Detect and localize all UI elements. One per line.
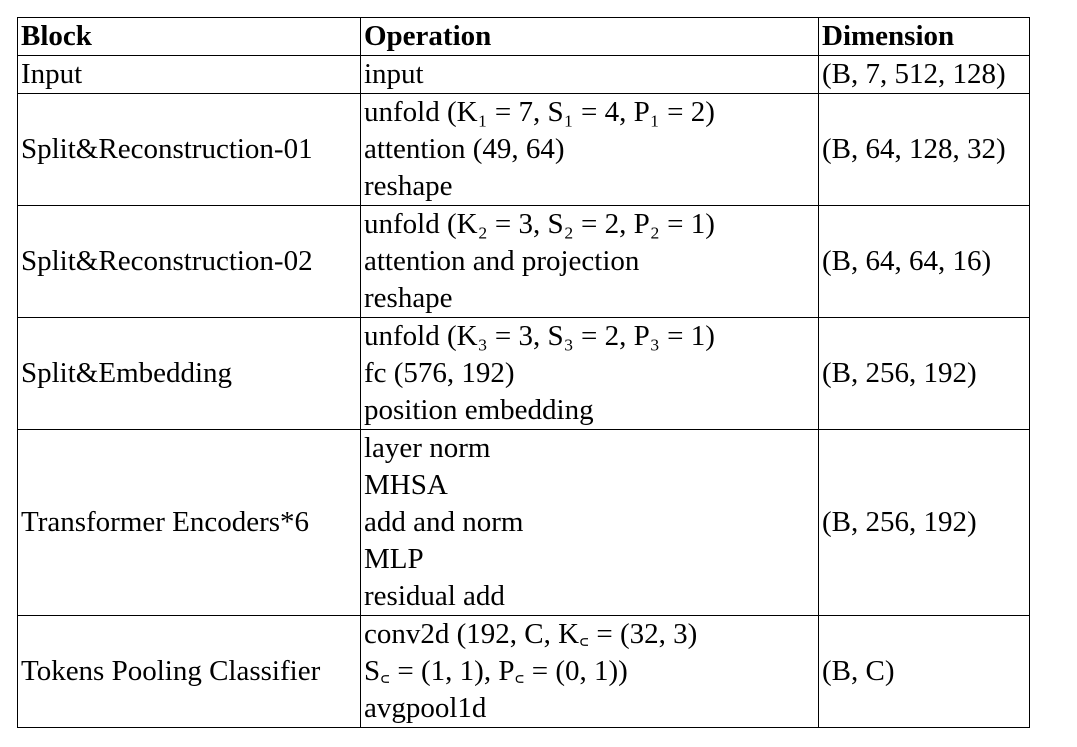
header-operation: Operation xyxy=(361,18,819,56)
cell-operation xyxy=(361,430,819,616)
architecture-table xyxy=(17,17,1030,728)
operation-line: reshape xyxy=(364,170,453,202)
operation-line: add and norm xyxy=(364,506,524,538)
operation-line: unfold (K₂ = 3, S₂ = 2, P₂ = 1) xyxy=(364,208,715,240)
table-row-transformer-encoders xyxy=(18,430,1030,616)
cell-operation xyxy=(361,616,819,728)
table-row-split-reconstruction-01 xyxy=(18,94,1030,206)
table-row-tokens-pooling-classifier xyxy=(18,616,1030,728)
cell-block: Transformer Encoders*6 xyxy=(18,430,361,616)
cell-dimension: (B, C) xyxy=(819,616,1030,728)
operation-line: avgpool1d xyxy=(364,692,487,724)
cell-operation xyxy=(361,56,819,94)
operation-line: MLP xyxy=(364,543,424,575)
cell-block: Split&Reconstruction-01 xyxy=(18,94,361,206)
operation-line: position embedding xyxy=(364,394,594,426)
cell-operation xyxy=(361,206,819,318)
cell-block: Split&Reconstruction-02 xyxy=(18,206,361,318)
cell-dimension: (B, 64, 128, 32) xyxy=(819,94,1030,206)
cell-block: Input xyxy=(18,56,361,94)
operation-line: input xyxy=(364,58,424,90)
operation-line: attention (49, 64) xyxy=(364,133,565,165)
table-row-split-embedding xyxy=(18,318,1030,430)
cell-block: Tokens Pooling Classifier xyxy=(18,616,361,728)
operation-line: attention and projection xyxy=(364,245,640,277)
header-row xyxy=(18,18,1030,56)
table-row-split-reconstruction-02 xyxy=(18,206,1030,318)
operation-line: unfold (K₁ = 7, S₁ = 4, P₁ = 2) xyxy=(364,96,715,128)
operation-line: unfold (K₃ = 3, S₃ = 2, P₃ = 1) xyxy=(364,320,715,352)
operation-line: layer norm xyxy=(364,432,491,464)
cell-dimension: (B, 256, 192) xyxy=(819,318,1030,430)
cell-block: Split&Embedding xyxy=(18,318,361,430)
operation-line: MHSA xyxy=(364,469,448,501)
header-dimension: Dimension xyxy=(819,18,1030,56)
cell-operation xyxy=(361,94,819,206)
cell-operation xyxy=(361,318,819,430)
operation-line: fc (576, 192) xyxy=(364,357,515,389)
operation-line: conv2d (192, C, K꜀ = (32, 3) xyxy=(364,618,698,650)
operation-line: reshape xyxy=(364,282,453,314)
cell-dimension: (B, 7, 512, 128) xyxy=(819,56,1030,94)
cell-dimension: (B, 256, 192) xyxy=(819,430,1030,616)
cell-dimension: (B, 64, 64, 16) xyxy=(819,206,1030,318)
table-row-input xyxy=(18,56,1030,94)
operation-line: residual add xyxy=(364,580,505,612)
header-block: Block xyxy=(18,18,361,56)
operation-line: S꜀ = (1, 1), P꜀ = (0, 1)) xyxy=(364,655,628,687)
